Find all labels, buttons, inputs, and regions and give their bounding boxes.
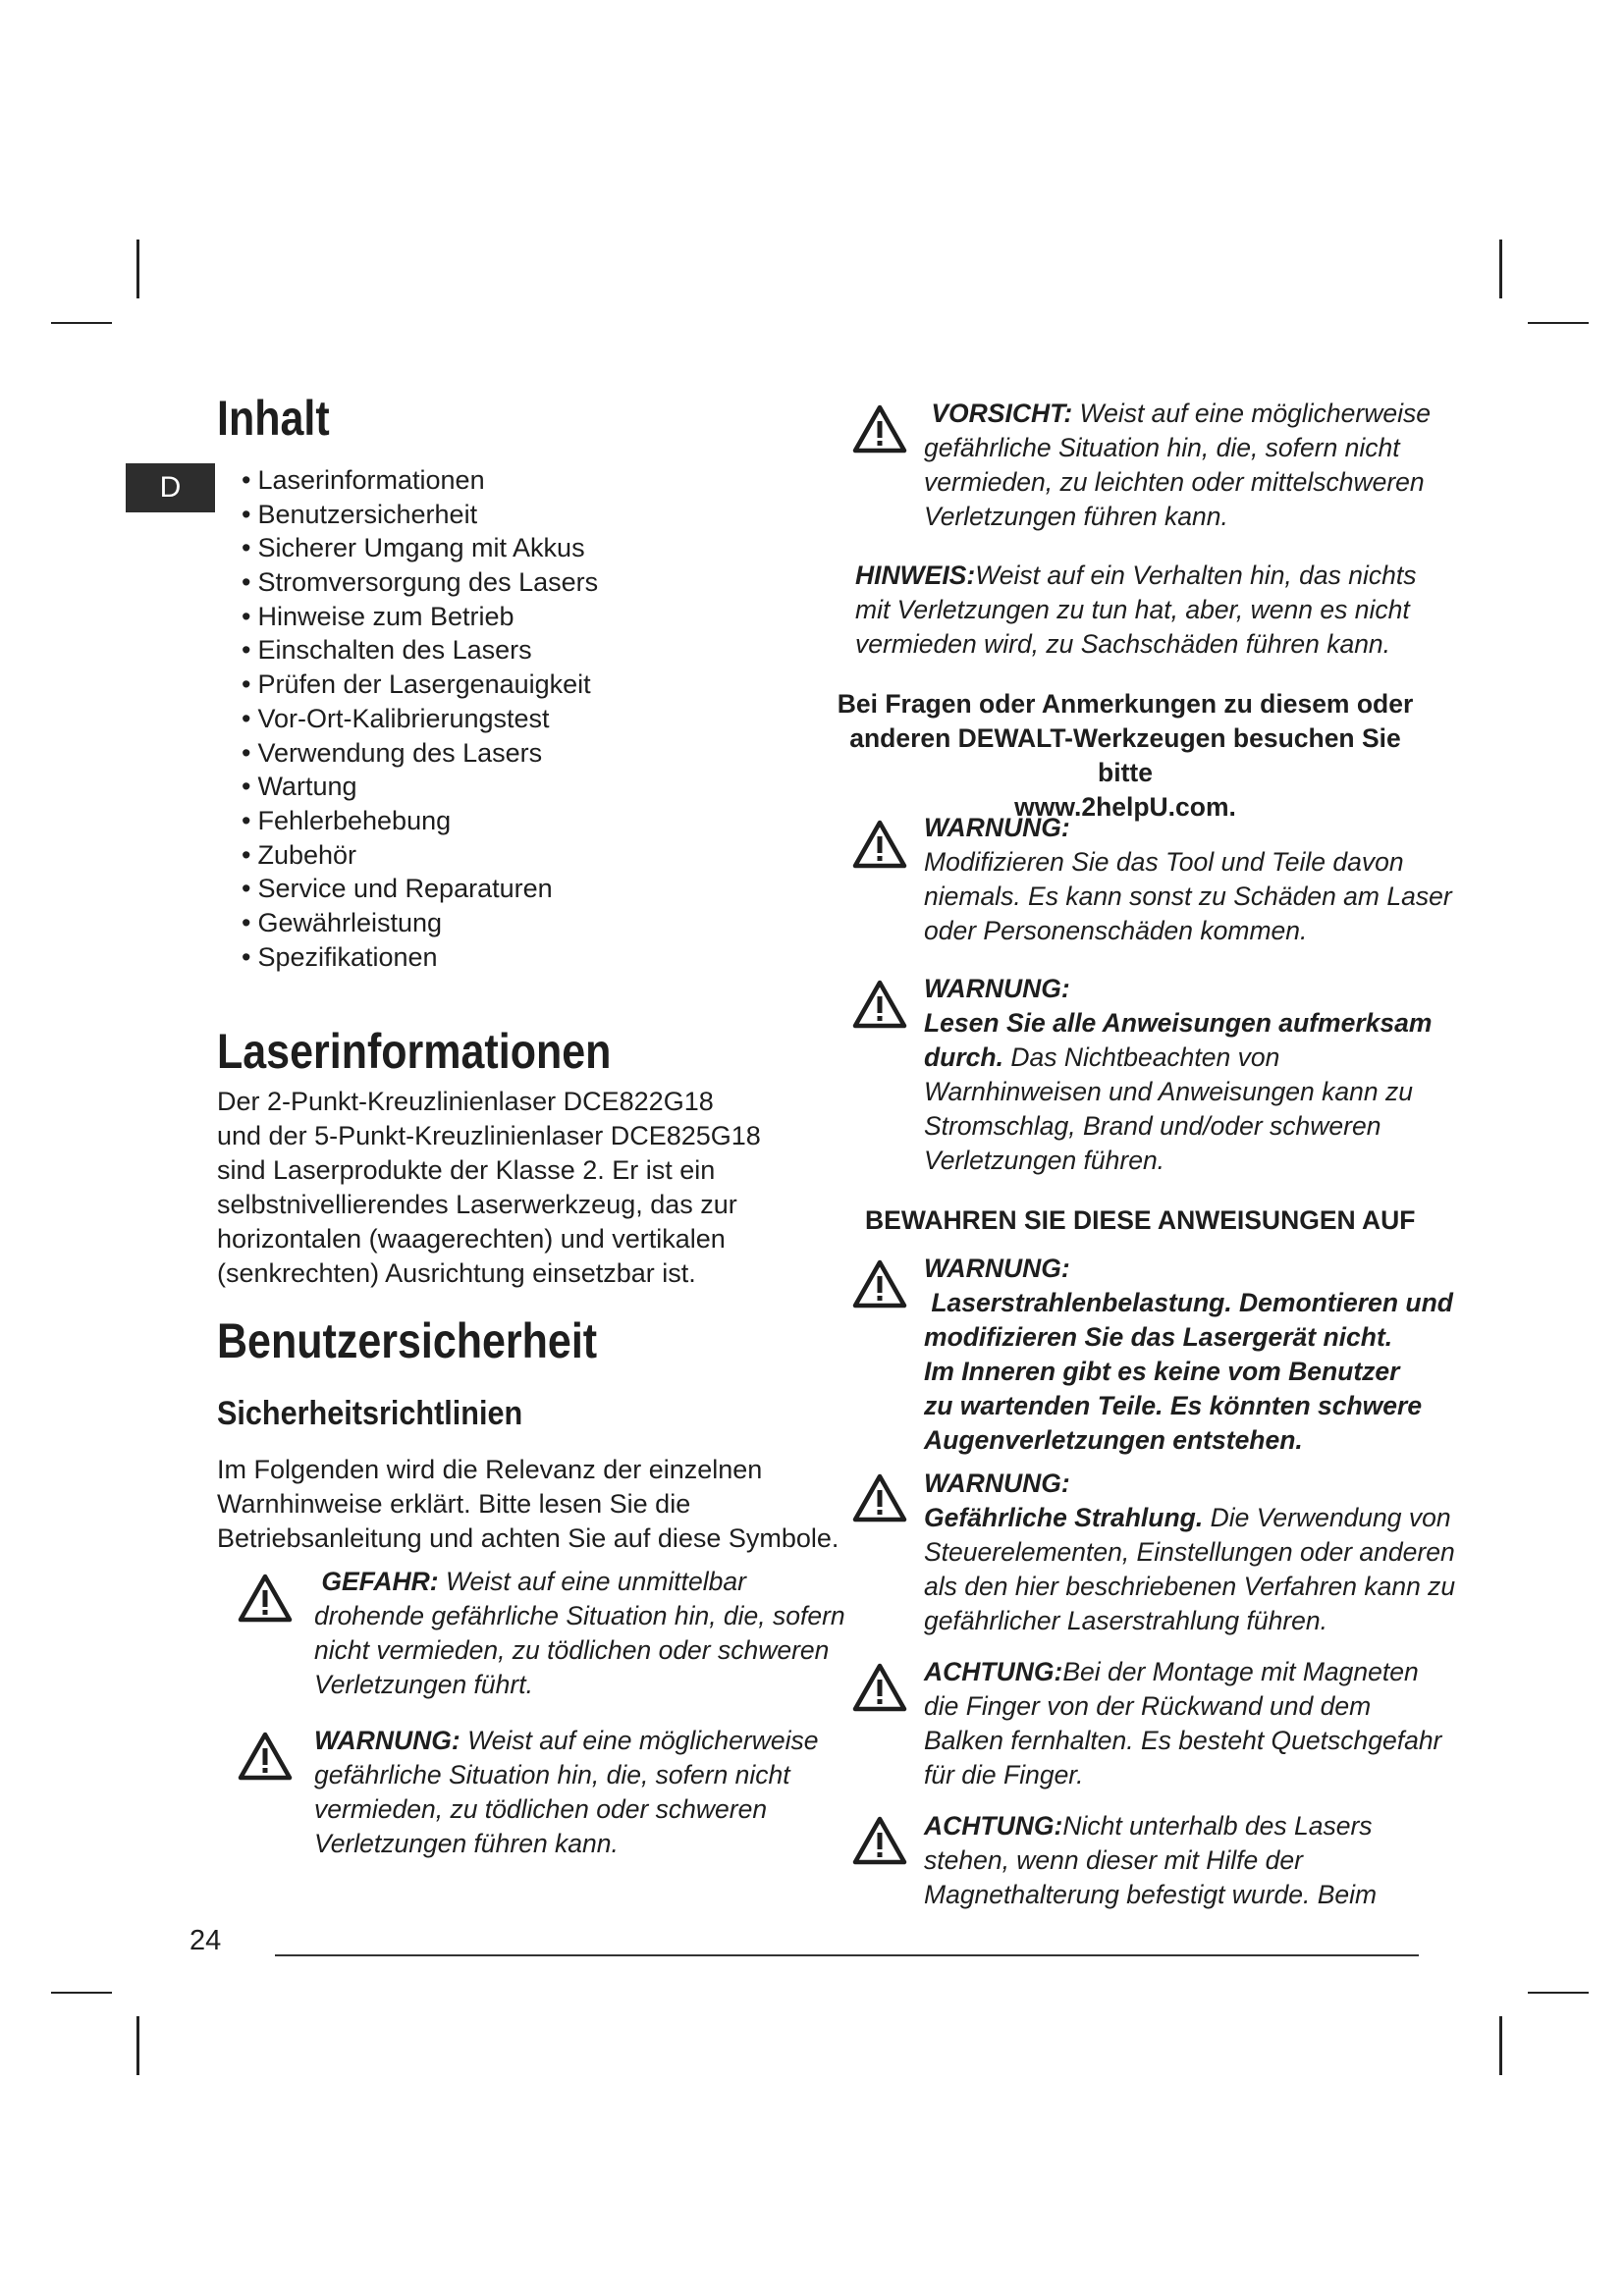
toc-item: • Laserinformationen <box>242 463 598 498</box>
toc-item: • Service und Reparaturen <box>242 872 598 906</box>
toc-item: • Stromversorgung des Lasers <box>242 565 598 600</box>
page-number: 24 <box>189 1925 222 1956</box>
crop-mark <box>1499 2016 1502 2075</box>
safety-intro: Im Folgenden wird die Relevanz der einzelnen Warnhinweise erklärt. Bitte lesen Sie die Betriebsanleitung und achten Sie auf diese Symbole. <box>217 1455 839 1553</box>
toc-title: Inhalt <box>217 391 330 446</box>
toc-item: • Spezifikationen <box>242 940 598 975</box>
crop-mark <box>1499 240 1502 298</box>
crop-mark <box>136 2016 139 2075</box>
toc-item: • Fehlerbehebung <box>242 804 598 838</box>
warning-triangle-icon <box>238 1574 293 1623</box>
footer-rule <box>275 1954 1419 1956</box>
warning-triangle-icon <box>852 1816 907 1865</box>
warning-triangle-icon <box>852 1663 907 1712</box>
warning-triangle-icon <box>238 1732 293 1781</box>
warning-triangle-icon <box>852 980 907 1029</box>
toc-list <box>242 463 598 974</box>
toc-item: • Hinweise zum Betrieb <box>242 600 598 634</box>
crop-mark <box>51 1992 112 1994</box>
warnung-radiation-notice: WARNUNG: Gefährliche Strahlung. Die Verwendung von Steuerelementen, Einstellungen oder anderen als den hier beschriebenen Verfahren kann zu gefährlicher Laserstrahlung führen. <box>924 1468 1456 1635</box>
warning-triangle-icon <box>852 404 907 454</box>
warning-triangle-icon <box>852 1473 907 1522</box>
toc-item: • Benutzersicherheit <box>242 498 598 532</box>
crop-mark <box>51 322 112 324</box>
achtung-stand-notice: ACHTUNG:Nicht unterhalb des Lasers stehen, wenn dieser mit Hilfe der Magnethalterung befestigt wurde. Beim <box>924 1811 1378 1909</box>
vorsicht-notice: VORSICHT: Weist auf eine möglicherweise gefährliche Situation hin, die, sofern nicht vermieden, zu leichten oder mittelschweren Verletzungen führen kann. <box>924 399 1431 531</box>
toc-item: • Prüfen der Lasergenauigkeit <box>242 667 598 702</box>
crop-mark <box>1528 322 1589 324</box>
warnung-notice: WARNUNG: Weist auf eine möglicherweise gefährliche Situation hin, die, sofern nicht vermieden, zu tödlichen oder schweren Verletzungen führen kann. <box>314 1726 819 1858</box>
warnung-laser-notice: WARNUNG: Laserstrahlenbelastung. Demontieren und modifizieren Sie das Lasergerät nicht. Im Inneren gibt es keine vom Benutzer zu wartenden Teile. Es könnten schwere Augenverletzungen entstehen. <box>924 1254 1453 1455</box>
crop-mark <box>1528 1992 1589 1994</box>
toc-item: • Sicherer Umgang mit Akkus <box>242 531 598 565</box>
crop-mark <box>136 240 139 298</box>
gefahr-notice: GEFAHR: Weist auf eine unmittelbar drohende gefährliche Situation hin, die, sofern nicht vermieden, zu tödlichen oder schweren Verletzungen führt. <box>314 1567 845 1699</box>
warning-triangle-icon <box>852 1259 907 1308</box>
laserinfo-text: Der 2-Punkt-Kreuzlinienlaser DCE822G18 und der 5-Punkt-Kreuzlinienlaser DCE825G18 sind Laserprodukte der Klasse 2. Er ist ein selbstnivellierendes Laserwerkzeug, das zur horizontalen (waagerechten) und vertikalen (senkrechten) Ausrichtung einsetzbar ist. <box>217 1087 761 1288</box>
toc-item: • Verwendung des Lasers <box>242 736 598 771</box>
contact-info: Bei Fragen oder Anmerkungen zu diesem oder anderen DEWALT-Werkzeugen besuchen Sie bitte www.2helpU.com. <box>837 689 1414 822</box>
safety-subtitle: Sicherheitsrichtlinien <box>217 1395 523 1432</box>
language-tab: D <box>126 463 215 512</box>
toc-item: • Wartung <box>242 770 598 804</box>
toc-item: • Zubehör <box>242 838 598 873</box>
warnung-modify-notice: WARNUNG: Modifizieren Sie das Tool und Teile davon niemals. Es kann sonst zu Schäden am Laser oder Personenschäden kommen. <box>924 813 1452 945</box>
toc-item: • Gewährleistung <box>242 906 598 940</box>
warning-triangle-icon <box>852 820 907 869</box>
safety-title: Benutzersicherheit <box>217 1313 598 1368</box>
toc-item: • Vor-Ort-Kalibrierungstest <box>242 702 598 736</box>
laserinfo-title: Laserinformationen <box>217 1024 612 1079</box>
keep-instructions: BEWAHREN SIE DIESE ANWEISUNGEN AUF <box>865 1205 1416 1235</box>
warnung-read-notice: WARNUNG: Lesen Sie alle Anweisungen aufmerksam durch. Das Nichtbeachten von Warnhinweisen und Anweisungen kann zu Stromschlag, Brand und/oder schweren Verletzungen führen. <box>924 974 1433 1175</box>
achtung-magnet-notice: ACHTUNG:Bei der Montage mit Magneten die Finger von der Rückwand und dem Balken fernhalten. Es besteht Quetschgefahr für die Finger. <box>924 1657 1442 1789</box>
hinweis-notice: HINWEIS:Weist auf ein Verhalten hin, das nichts mit Verletzungen zu tun hat, aber, wenn es nicht vermieden wird, zu Sachschäden führen kann. <box>855 561 1417 659</box>
toc-item: • Einschalten des Lasers <box>242 633 598 667</box>
